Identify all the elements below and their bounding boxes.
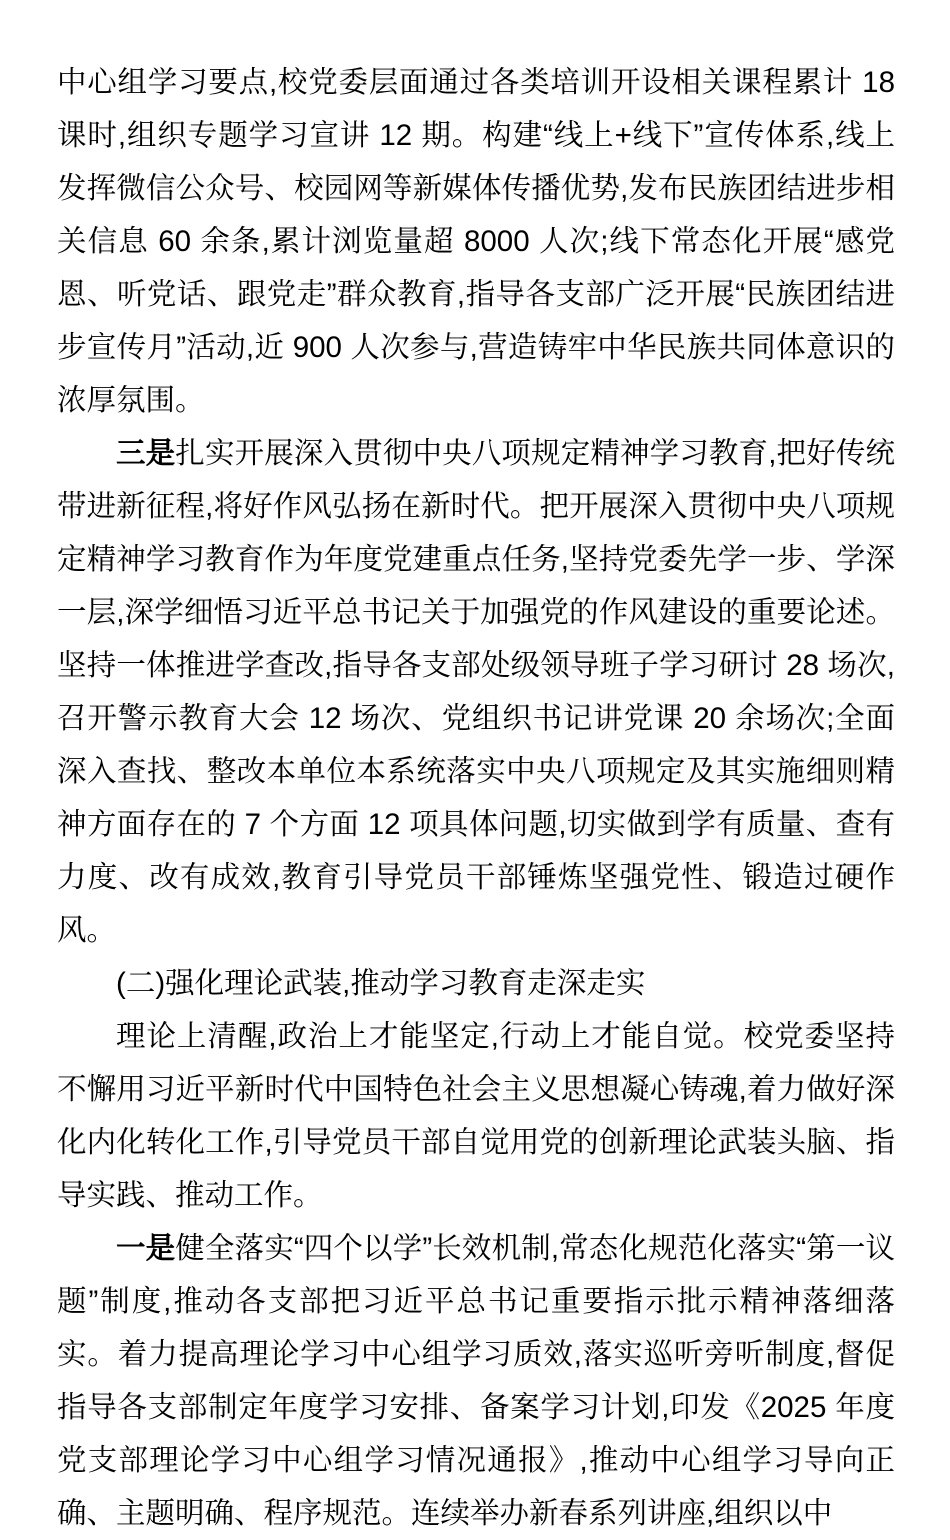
bold-lead-one: 一是 [116,1232,176,1265]
paragraph-item-one-text: 健全落实“四个以学”长效机制,常态化规范化落实“第一议题”制度,推动各支部把习近平总书记重要指示批示精神落细落实。着力提高理论学习中心组学习质效,落实巡听旁听制度,督促指导各支部制定年度学习安排、备案学习计划,印发《2025 年度党支部理论学习中心组学习情况通报》,推动中心组学习导向正确、主题明确、程序规范。连续举办新春系列讲座,组织以中 [57,1232,895,1530]
paragraph-item-one [57,1222,895,1540]
paragraph-item-three [57,427,895,957]
bold-lead-three: 三是 [116,437,176,470]
document-body [57,56,895,1540]
paragraph-continuation: 中心组学习要点,校党委层面通过各类培训开设相关课程累计 18 课时,组织专题学习宣讲 12 期。构建“线上+线下”宣传体系,线上发挥微信公众号、校园网等新媒体传播优势,发布民族团结进步相关信息 60 余条,累计浏览量超 8000 人次;线下常态化开展“感党恩、听党话、跟党走”群众教育,指导各支部广泛开展“民族团结进步宣传月”活动,近 900 人次参与,营造铸牢中华民族共同体意识的浓厚氛围。 [57,66,895,417]
paragraph-item-three-text: 扎实开展深入贯彻中央八项规定精神学习教育,把好传统带进新征程,将好作风弘扬在新时代。把开展深入贯彻中央八项规定精神学习教育作为年度党建重点任务,坚持党委先学一步、学深一层,深学细悟习近平总书记关于加强党的作风建设的重要论述。坚持一体推进学查改,指导各支部处级领导班子学习研讨 28 场次,召开警示教育大会 12 场次、党组织书记讲党课 20 余场次;全面深入查找、整改本单位本系统落实中央八项规定及其实施细则精神方面存在的 7 个方面 12 项具体问题,切实做到学有质量、查有力度、改有成效,教育引导党员干部锤炼坚强党性、锻造过硬作风。 [57,437,895,947]
section-heading-two: (二)强化理论武装,推动学习教育走深走实 [116,967,646,1000]
paragraph-theory-intro: 理论上清醒,政治上才能坚定,行动上才能自觉。校党委坚持不懈用习近平新时代中国特色社会主义思想凝心铸魂,着力做好深化内化转化工作,引导党员干部自觉用党的创新理论武装头脑、指导实践、推动工作。 [57,1020,895,1212]
